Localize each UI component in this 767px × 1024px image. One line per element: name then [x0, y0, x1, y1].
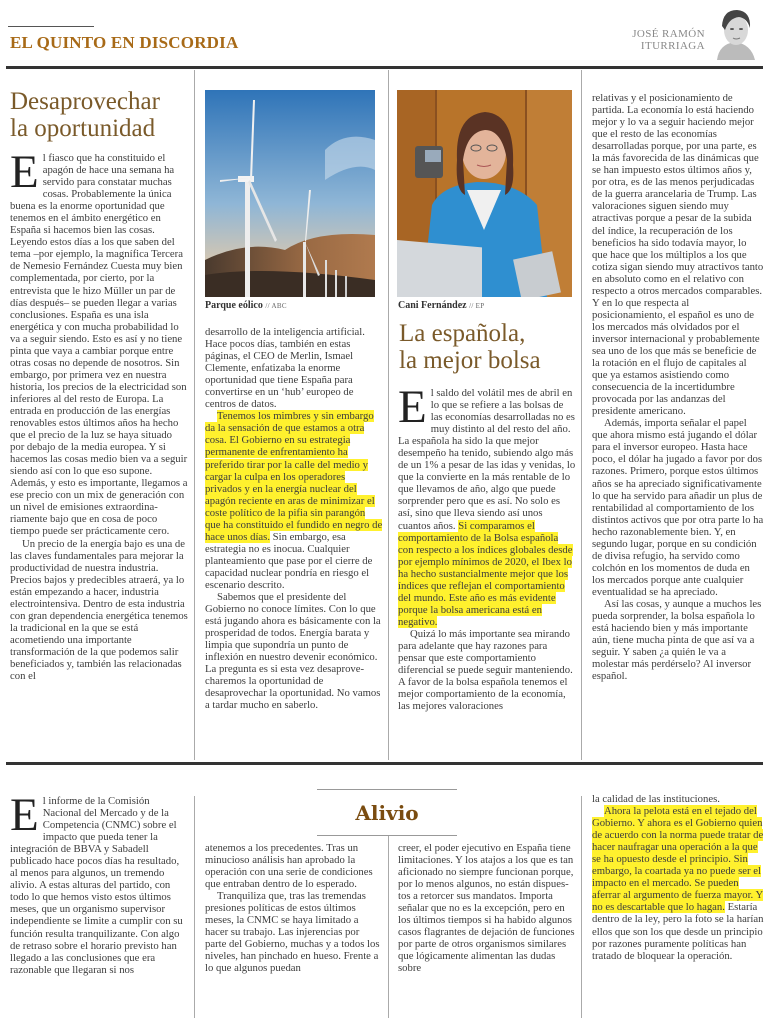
article1-headline [10, 88, 190, 142]
column-divider [194, 796, 195, 1018]
paragraph: l informe de la Comisión Nacional del Mercado y de la Competencia (CNMC) sobre el impacto que pueda tener la integración de BBVA y Sabadell publicado hace pocos días ha resultado, al menos para algunos, un tremendo alivio. A estas alturas del partido, con todo lo que hemos visto estos últimos meses, que un organismo supervisor independiente se limite a cumplir con su función resulta tranquilizante. Con algo de retraso sobre el horario previsto han llegado a las conclusiones que era razonable que llegaran si nos [10, 795, 183, 976]
header-rule [6, 66, 763, 69]
paragraph: atenemos a los precedentes. Tras un minucioso análisis han aprobado la operación con una serie de condiciones que entraban dentro de lo esperado. [205, 842, 373, 891]
paragraph: Además, importa señalar el papel que ahora mismo está jugando el dólar para el inversor europeo. Hasta hace poco, el dólar ha jugado a favor por dos razones. Primero, porque estos últimos años se ha apreciado significativamente lo que ha servido para añadir un plus de rentabilidad al comportamiento de los distintos activos que por otra parte lo ha hecho razonablemente bien. Y, en segundo lugar, porque en su condición de divisa refugio, ha servido como colchón en los momentos de duda en los mercados porque ante cualquier eventualidad se ha apreciado. [592, 417, 764, 598]
column-divider [194, 70, 195, 760]
column-divider [581, 70, 582, 760]
paragraph: l saldo del volátil mes de abril en lo que se refiere a las bolsas de las economías desarrolladas no es muy distinto al del resto del año. La española ha sido la que mejor desempeño ha tenido, subiendo algo más de un 1% a pesar de las idas y venidas, lo que la convierte en la más rentable de lo que llevamos de año, algo que puede sorprender pero que es así. No solo es así, sino que lleva siendo así unos cuantos años. [398, 387, 576, 532]
photo-caption [205, 300, 287, 311]
article3-column1 [10, 789, 188, 976]
headline-line: La española, [399, 320, 526, 347]
paragraph: relativas y el posicionamiento de partida. La economía lo está haciendo mejor y lo va a seguir haciendo mejor que el resto de las economías desarrolladas porque, por una parte, es la más favorecida de las dinámicas que se han impuesto estos últimos años y, por otra, es de las menos perjudicadas de la guerra arancelaria de Trump. Las valoraciones siguen siendo muy atractivas porque a pesar de la subida del índice, la recuperación de los beneficios ha sido todavía mayor, lo que hace que los múltiplos a los que cotiza sigan siendo muy atractivos tanto en absoluto como en el relativo con respecto a otros mercados comparables. Y en lo que respecta al posicionamiento, el español es uno de los mercados más olvidados por el inversor internacional y probablemente sea uno de los que más se beneficie de la rotación en el flujo de capitales al que ya estamos asistiendo como consecuencia de la incertidumbre provocada por las andanzas del presidente americano. [592, 92, 764, 418]
author-last-name: ITURRIAGA [640, 40, 705, 52]
article3-column2 [205, 842, 383, 975]
highlighted-text: Ahora la pelota está en el tejado del Gobierno. Y ahora es el Gobierno quien de acuerdo con la norma puede tratar de hacer naufragar una operación a la que se ha opuesto desde el principio. Sin embargo, la coartada ya no puede ser el impacto en el mercado. Se pueden aferrar al argumento de fuerza mayor. Y no es descartable que lo hagan. [592, 805, 764, 914]
paragraph: Un precio de la energía bajo es una de las claves fundamentales para mejorar la productividad de nuestra industria. Precios bajos y predecibles atraerá, ya lo están empezando a hacer, industria electrointensiva. Dentro de esta industria con gran dependencia energética tenemos la tradicional en la que se está acometiendo una importante transformación de la que podemos salir beneficiados y, también las relacionadas con el [10, 537, 188, 683]
dropcap: E [398, 381, 427, 433]
caption-text: Cani Fernández [398, 300, 467, 311]
headline-line: la oportunidad [10, 115, 156, 142]
article3-column4 [592, 793, 764, 962]
paragraph: creer, el poder ejecutivo en España tiene limitaciones. Y los atajos a los que es tan aficionado no siempre funcionan porque, por lo menos algunos, no están dispuestos a retorcer sus mandatos. Importa señalar que no es la excepción, pero en los últimos tiempos si ha habido algunos casos flagrantes de dejación de funciones por parte de otros organismos similares que lógicamente alimentan las dudas sobre [398, 842, 575, 975]
article3-column3 [398, 842, 576, 975]
title-rule [317, 789, 457, 790]
article2-column4 [592, 92, 764, 682]
photo-credit: // ABC [265, 302, 287, 310]
author-portrait-icon [709, 4, 761, 60]
wind-farm-photo [205, 90, 375, 297]
paragraph: Así las cosas, y aunque a muchos les pueda sorprender, la bolsa española lo está haciendo bien y más importante aún, tiene mucha pinta de que así va a seguir. Y saben ¿a quién le va a molestar más perdérselo? Al inversor español. [592, 597, 762, 683]
section-divider-rule [6, 762, 763, 765]
article1-column1 [10, 146, 188, 683]
photo-credit: // EP [469, 302, 485, 310]
paragraph: desarrollo de la inteligencia artificial. Hace pocos días, también en estas páginas, el CEO de Merlin, Ismael Clemente, enfatizaba la enorme oportunidad que tiene España para convertirse en un ‘hub’ europeo de centros de datos. [205, 326, 365, 411]
paragraph: Quizá lo más importante sea mirando para adelante que hay razones para pensar que este comportamiento diferencial se puede seguir manteniendo. A favor de la bolsa española tenemos el mejor comportamiento de la economía, las mejores valoraciones [398, 627, 573, 713]
paragraph: Estaría dentro de la ley, pero la foto se la harían ellos que son los que desde un principio por razones puramente políticas han tratado de bloquear la operación. [592, 901, 764, 962]
highlighted-text: Si comparamos el comportamiento de la Bolsa española con respecto a los índices globales desde por ejemplo mínimos de 2020, el Ibex lo ha hecho sustancialmente mejor que los índices que reflejan el comportamiento del mundo. Este año es más evidente porque la bolsa americana está en negativo. [398, 519, 573, 628]
highlighted-text: Tenemos los mimbres y sin embargo da la sensación de que estamos a otra cosa. El Gobierno en su estrategia permanente de enfrentamiento ha preferido tirar por la calle del medio y cargar la culpa en los operadores privados y en la energía nuclear del apagón reciente en aras de minimizar el coste político de la pifia sin parangón que ha constituido el fundido en negro de hace unos días. [205, 410, 383, 543]
section-title: EL QUINTO EN DISCORDIA [10, 33, 239, 52]
column-divider [581, 796, 582, 1018]
column-divider [388, 70, 389, 760]
dropcap: E [10, 789, 39, 841]
author-first-name: JOSÉ RAMÓN [632, 28, 705, 40]
author-byline [632, 28, 705, 52]
article1-column2 [205, 326, 383, 712]
paragraph: la calidad de las instituciones. [592, 793, 720, 805]
paragraph: l fiasco que ha constituido el apagón de hace una semana ha servido para constatar muchas cosas. Probablemente la única buena es la enorme oportunidad que tenemos en el ámbito energético en España si hacemos bien las cosas. Leyendo estos días a los que saben del tema –por ejemplo, la magnífica Tercera de Nemesio Fernández Cuesta muy bien complementada, por cierto, por la entrevista que le hizo Müller un par de días después– se pueden llegar a varias conclusiones. España es una isla energética y con mucha probabilidad lo va a seguir siendo. Esto es así y no tiene pinta que vaya a cambiar porque entre otras cosas no depende de nosotros. Sin embargo, por primera vez en nuestra historia, los precios de la electricidad son inferiores al del resto de Europa. La entrada en producción de las energías renovables estos últimos años ha hecho que el precio de la luz se haya situado por debajo de la media europea. Y si hacemos las cosas medio bien va a seguir siendo así con lo que eso supone. Además, y esto es importante, llegamos a ese precio con un mix de generación con un nivel de emisiones extraordinariamente bajo que en cosa de poco tiempo puede ser prácticamente cero. [10, 152, 188, 538]
article2-headline [399, 320, 579, 374]
paragraph: Sin embargo, esa estrategia no es inocua. Cualquier planteamiento que pase por el cierre de capacidad nuclear pondría en riesgo el escenario descrito. [205, 530, 373, 591]
paragraph: Tranquiliza que, tras las tremendas presiones políticas de estos últimos meses, la CNMC se haya limitado a hacer su trabajo. Las injerencias por parte del Gobierno, muchas y a todos los niveles, han pinchado en hueso. Frente a lo que algunos puedan [205, 890, 380, 975]
paragraph: Sabemos que el presidente del Gobierno no conoce límites. Con lo que está jugando ahora es básicamente con la prosperidad de todos. Energía barata y limpia que supondría un punto de inflexión en nuestro devenir económico. La pregunta es si esta vez desaprovecharemos la oportunidad de desaprovechar la oportunidad. No vamos a tardar mucho en saberlo. [205, 591, 381, 712]
article3-headline: Alivio [355, 801, 419, 825]
title-rule [317, 835, 457, 836]
cani-fernandez-photo [397, 90, 572, 297]
caption-text: Parque eólico [205, 300, 263, 311]
dropcap: E [10, 146, 39, 198]
column-divider [388, 835, 389, 1018]
article2-column3 [398, 381, 576, 713]
section-rule [8, 26, 94, 27]
photo-caption [398, 300, 484, 311]
headline-line: Desaprovechar [10, 88, 160, 115]
headline-line: la mejor bolsa [399, 347, 541, 374]
